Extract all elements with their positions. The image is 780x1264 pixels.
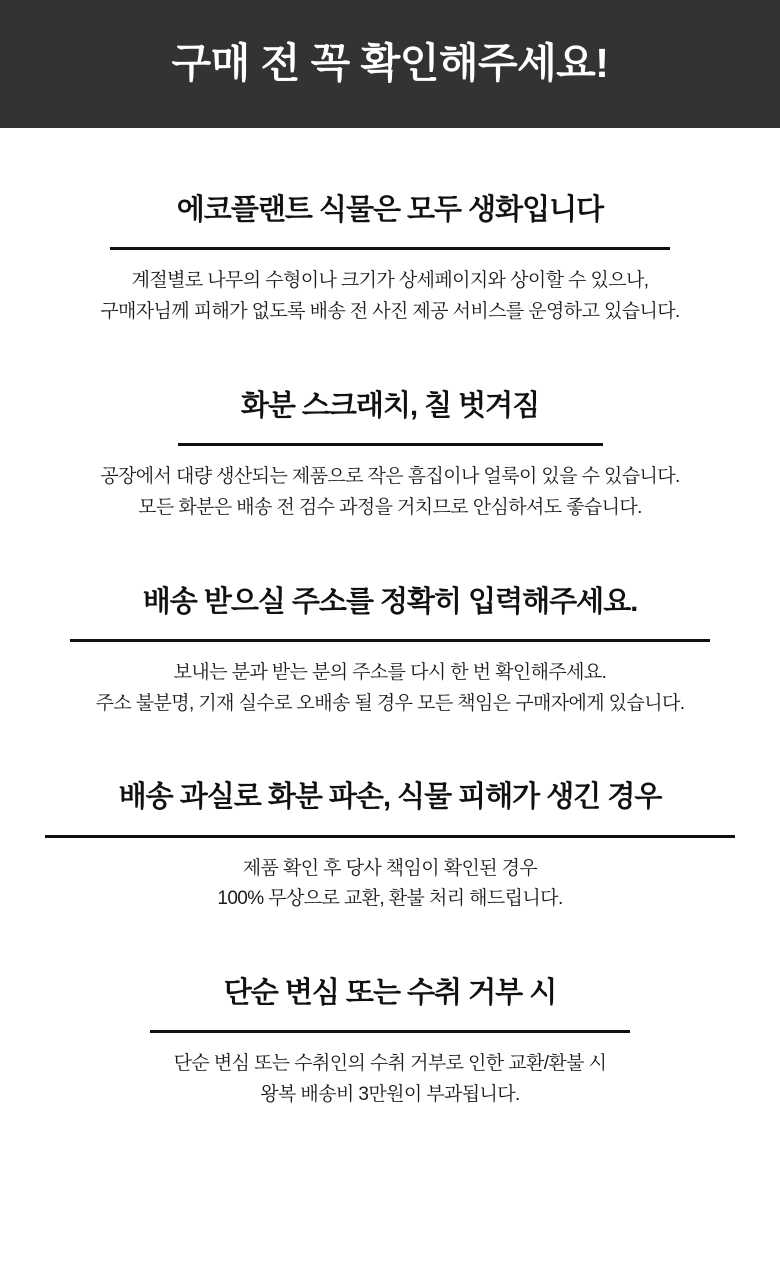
bottom-spacer [0, 1111, 780, 1171]
section-body-line: 공장에서 대량 생산되는 제품으로 작은 흠집이나 얼룩이 있을 수 있습니다. [100, 466, 680, 488]
notice-section [28, 584, 752, 720]
section-body-line: 보내는 분과 받는 분의 주소를 다시 한 번 확인해주세요. [173, 661, 607, 683]
section-body-line: 단순 변심 또는 수취인의 수취 거부로 인한 교환/환불 시 [173, 1053, 607, 1075]
section-body [28, 658, 752, 720]
section-heading: 배송 과실로 화분 파손, 식물 피해가 생긴 경우 [118, 781, 662, 814]
section-body [28, 266, 752, 328]
section-body-line: 모든 화분은 배송 전 검수 과정을 거치므로 안심하셔도 좋습니다. [138, 496, 642, 518]
heading-underline-rule [150, 1030, 630, 1033]
page-title: 구매 전 꼭 확인해주세요! [171, 40, 609, 87]
heading-underline-rule [45, 835, 735, 838]
section-body-line: 100% 무상으로 교환, 환불 처리 해드립니다. [217, 888, 563, 910]
notice-section [28, 388, 752, 524]
notice-section [28, 779, 752, 915]
section-body-line: 구매자님께 피해가 없도록 배송 전 사진 제공 서비스를 운영하고 있습니다. [100, 301, 680, 323]
notice-sections [0, 128, 780, 1111]
section-heading: 배송 받으실 주소를 정확히 입력해주세요. [142, 585, 638, 618]
section-body [28, 1049, 752, 1111]
section-body [28, 462, 752, 524]
section-heading: 에코플랜트 식물은 모두 생화입니다 [176, 194, 604, 226]
section-body-line: 주소 불분명, 기재 실수로 오배송 될 경우 모든 책임은 구매자에게 있습니다. [95, 692, 685, 714]
section-body [28, 854, 752, 916]
section-heading: 단순 변심 또는 수취 거부 시 [223, 977, 557, 1010]
notice-section [28, 192, 752, 328]
heading-underline-rule [178, 443, 603, 446]
section-heading: 화분 스크래치, 칠 벗겨짐 [240, 389, 540, 422]
notice-section [28, 975, 752, 1111]
section-body-line: 왕복 배송비 3만원이 부과됩니다. [260, 1084, 520, 1106]
section-body-line: 제품 확인 후 당사 책임이 확인된 경우 [242, 857, 538, 879]
heading-underline-rule [110, 247, 670, 250]
page-header-banner [0, 0, 780, 128]
section-body-line: 계절별로 나무의 수형이나 크기가 상세페이지와 상이할 수 있으나, [131, 270, 649, 292]
heading-underline-rule [70, 639, 710, 642]
